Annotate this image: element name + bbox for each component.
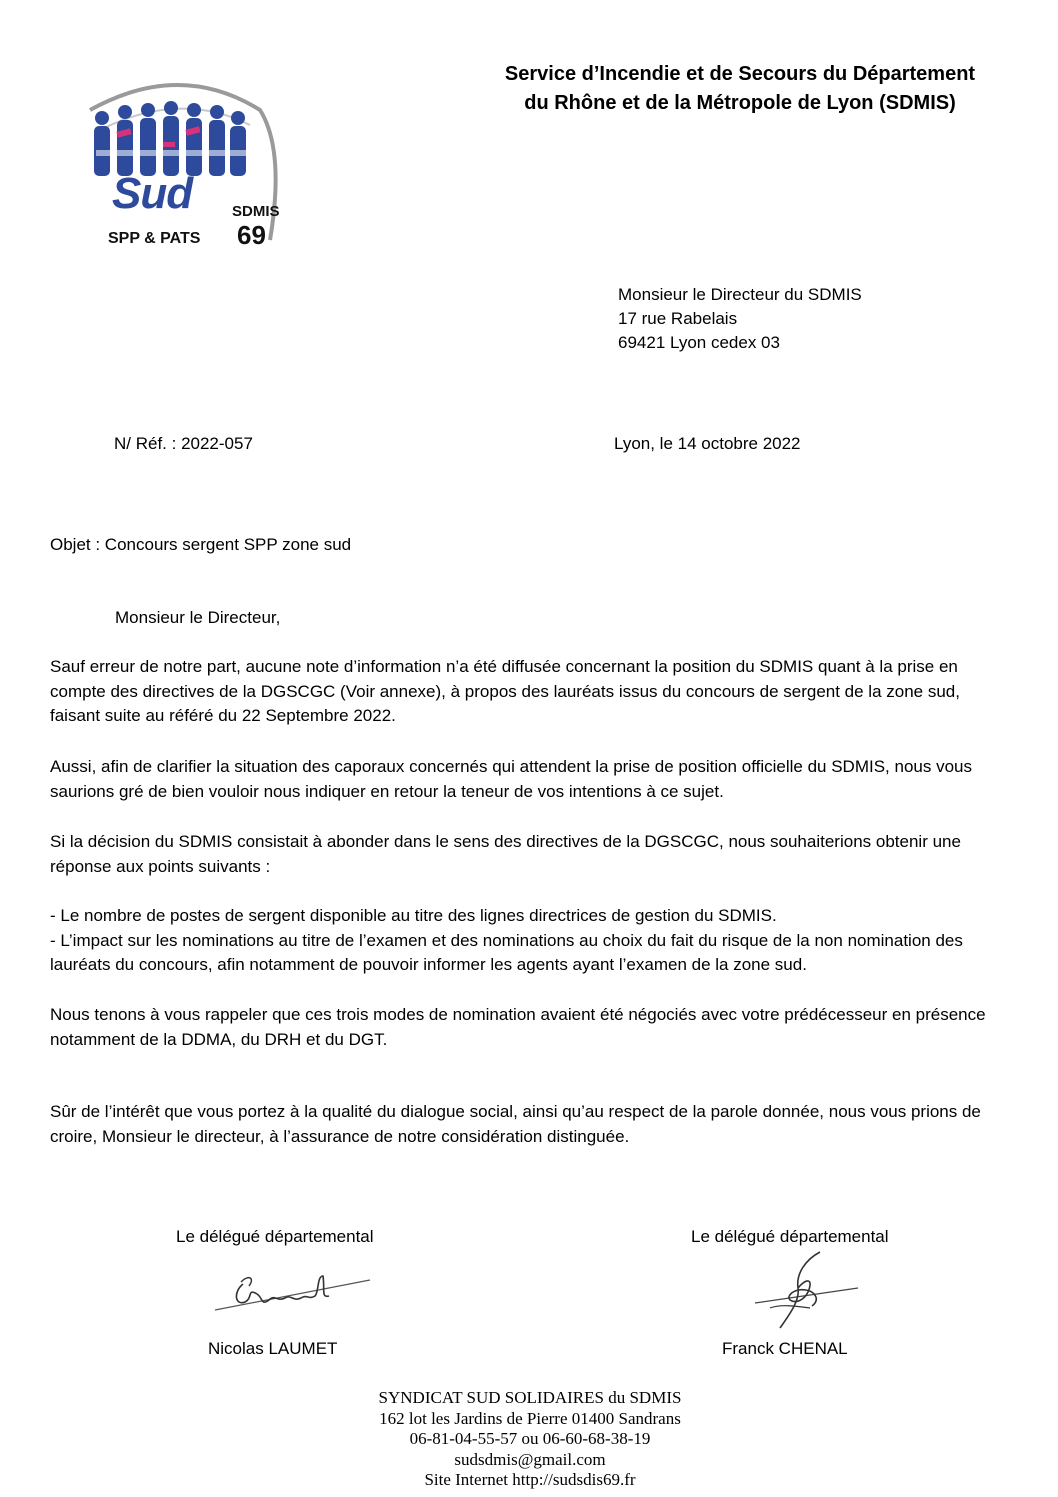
left-signature: [205, 1262, 380, 1322]
crowd-silhouettes: [94, 101, 246, 176]
header-line-1: Service d’Incendie et de Secours du Département: [504, 63, 976, 85]
footer-email[interactable]: sudsdmis@gmail.com: [454, 1449, 606, 1469]
crowd-reflections: [96, 150, 246, 156]
bullet-item-1: - Le nombre de postes de sergent disponible au titre des lignes directrices de gestion du SDMIS.: [50, 906, 777, 925]
footer-line-3: 06-81-04-55-57 ou 06-60-68-38-19: [409, 1429, 651, 1448]
footer-line-1: SYNDICAT SUD SOLIDAIRES du SDMIS: [378, 1388, 682, 1407]
body-bullet-list: [50, 904, 995, 978]
recipient-line-3: 69421 Lyon cedex 03: [618, 333, 780, 352]
left-signatory-title: Le délégué départemental: [176, 1227, 374, 1246]
body-paragraph-5: Nous tenons à vous rappeler que ces trois modes de nomination avaient été négociés avec votre prédécesseur en présence notamment de la DDMA, du DRH et du DGT.: [50, 1005, 986, 1049]
body-paragraph-1: Sauf erreur de notre part, aucune note d’information n’a été diffusée concernant la position du SDMIS quant à la prise en compte des directives de la DGSCGC (Voir annexe), à propos des lauréats issus du concours de sergent de la zone sud, faisant suite au référé du 22 Septembre 2022.: [50, 657, 960, 725]
logo-sdmis-text: SDMIS: [232, 203, 280, 220]
body-paragraph-2: Aussi, afin de clarifier la situation des caporaux concernés qui attendent la prise de position officielle du SDMIS, nous vous saurions gré de bien vouloir nous indiquer en retour la teneur de vos intentions à ce sujet.: [50, 757, 972, 801]
recipient-line-2: 17 rue Rabelais: [618, 309, 738, 328]
header-line-2: du Rhône et de la Métropole de Lyon (SDMIS): [524, 92, 956, 114]
union-footer: [280, 1388, 780, 1491]
recipient-line-1: Monsieur le Directeur du SDMIS: [618, 285, 862, 304]
body-paragraph-6: Sûr de l’intérêt que vous portez à la qualité du dialogue social, ainsi qu’au respect de la parole donnée, nous vous prions de croire, Monsieur le directeur, à l’assurance de notre considération distinguée.: [50, 1102, 981, 1146]
right-signature: [750, 1248, 860, 1338]
body-paragraph-3: Si la décision du SDMIS consistait à abonder dans le sens des directives de la DGSCGC, nous souhaiterions obtenir une réponse aux points suivants :: [50, 832, 961, 876]
left-signature-scribble: [205, 1262, 380, 1322]
right-signatory-name: Franck CHENAL: [722, 1339, 848, 1358]
right-signature-scribble: [750, 1248, 860, 1338]
logo-sud-text: Sud: [112, 169, 193, 218]
recipient-address: [618, 283, 862, 355]
bullet-item-2: - L’impact sur les nominations au titre de l’examen et des nominations au choix du fait du risque de la non nomination des lauréats du concours, afin notamment de pouvoir informer les agents ayant l’examen de la zone sud.: [50, 930, 963, 974]
letter-object: Objet : Concours sergent SPP zone sud: [50, 535, 352, 554]
left-signatory-name: Nicolas LAUMET: [208, 1339, 338, 1358]
footer-website[interactable]: Site Internet http://sudsdis69.fr: [424, 1470, 636, 1489]
organization-header: [440, 60, 1040, 118]
right-signatory-title: Le délégué départemental: [691, 1227, 889, 1246]
salutation: Monsieur le Directeur,: [115, 608, 281, 627]
logo-spp-pats-text: SPP & PATS: [108, 230, 201, 247]
footer-line-2: 162 lot les Jardins de Pierre 01400 Sandrans: [379, 1408, 681, 1428]
logo-69-text: 69: [237, 220, 266, 250]
reference-number: N/ Réf. : 2022-057: [114, 434, 253, 453]
letter-date: Lyon, le 14 octobre 2022: [614, 434, 801, 453]
union-logo: [70, 70, 285, 260]
